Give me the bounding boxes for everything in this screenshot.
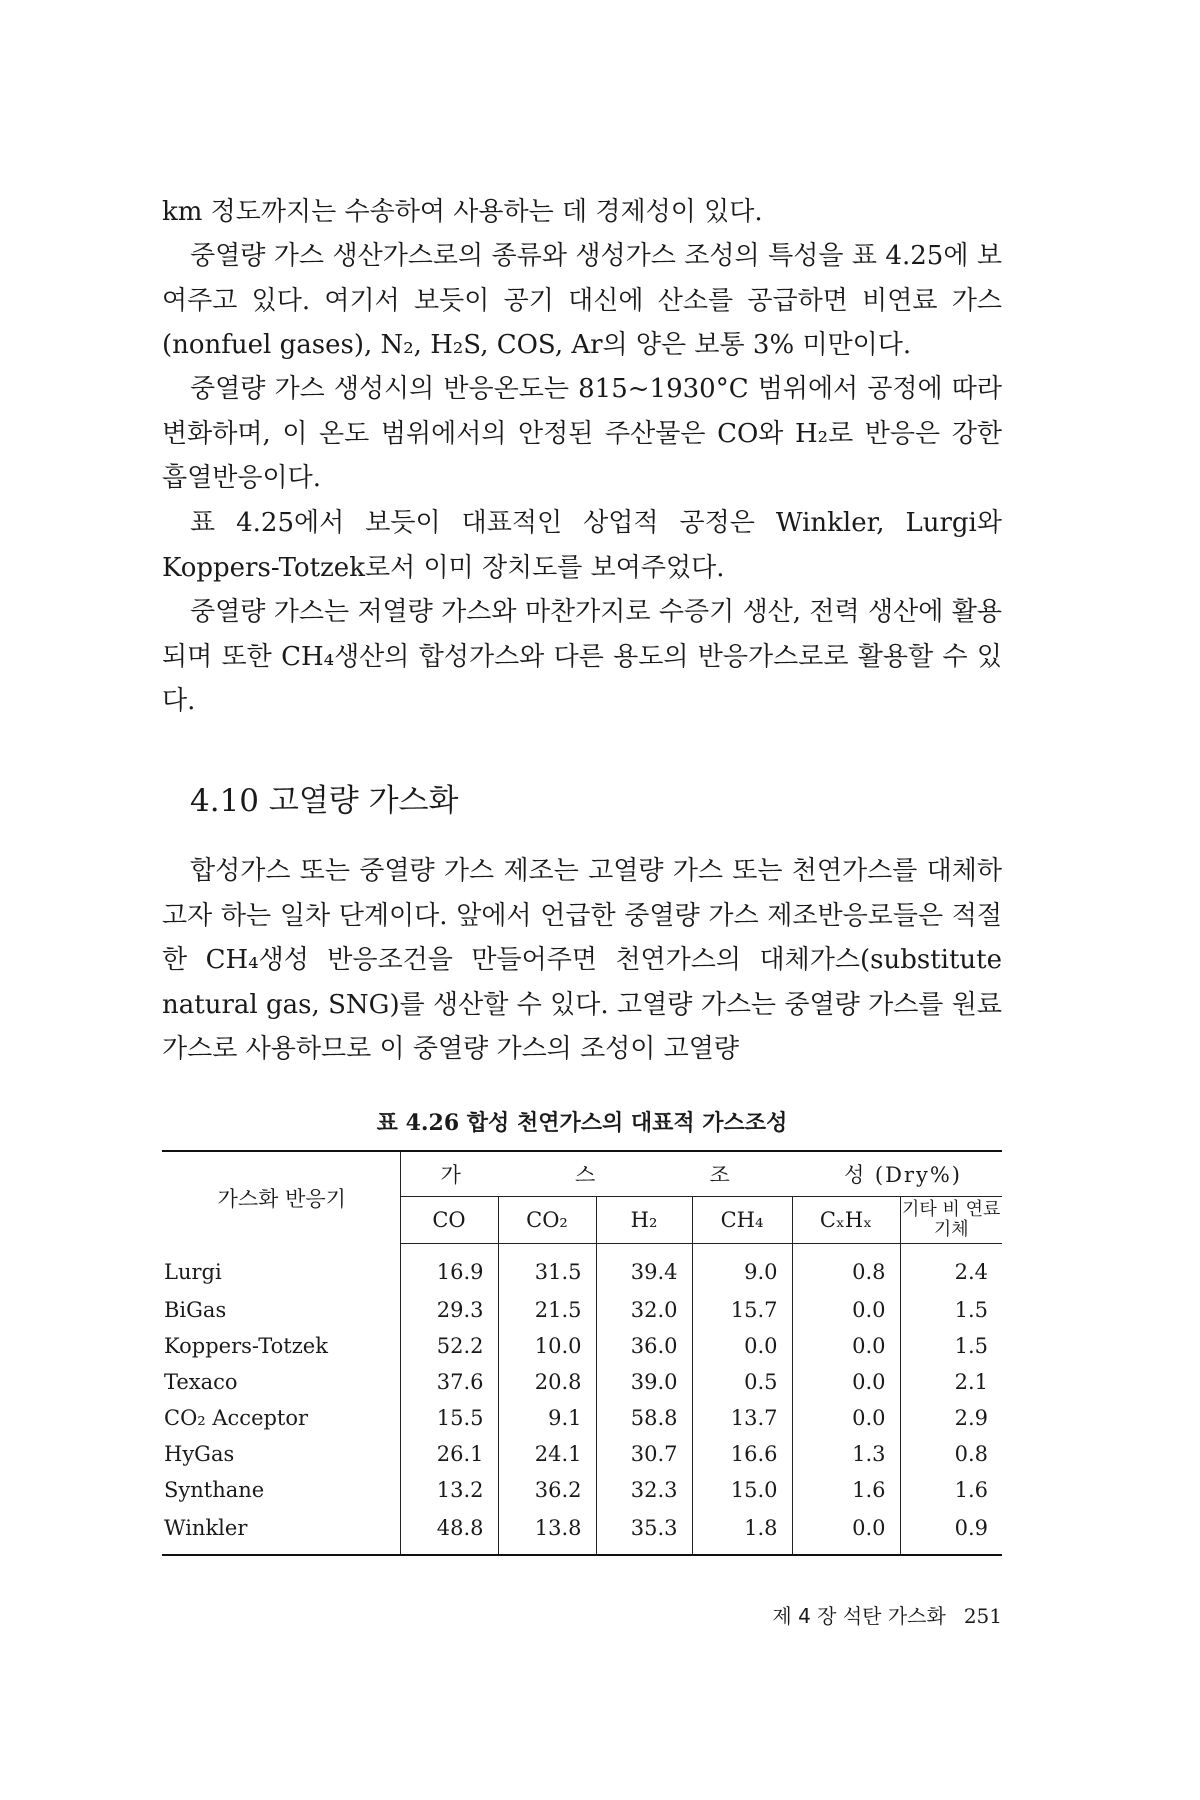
column-header: 기타 비 연료기체 (900, 1197, 1002, 1244)
table-cell: 13.2 (400, 1472, 498, 1508)
column-header: CₓHₓ (792, 1197, 900, 1244)
table-cell: 48.8 (400, 1508, 498, 1555)
table-cell: 1.6 (900, 1472, 1002, 1508)
table-cell: 36.2 (498, 1472, 596, 1508)
table-row (162, 1436, 1002, 1472)
table-cell: 39.4 (596, 1244, 692, 1293)
table-cell: 32.3 (596, 1472, 692, 1508)
table-cell: 32.0 (596, 1292, 692, 1328)
table-cell: 0.8 (792, 1244, 900, 1293)
section-heading: 4.10 고열량 가스화 (190, 783, 459, 819)
column-header: CH₄ (692, 1197, 792, 1244)
table-body (162, 1244, 1002, 1556)
paragraph-3: 중열량 가스 생성시의 반응온도는 815~1930°C 범위에서 공정에 따라 변화하며, 이 온도 범위에서의 안정된 주산물은 CO와 H₂로 반응은 강한 흡열반응이다. (162, 374, 1002, 493)
reactor-name: Synthane (164, 1478, 265, 1502)
table-cell: 0.5 (692, 1364, 792, 1400)
table-cell: 0.8 (900, 1436, 1002, 1472)
table-cell: 35.3 (596, 1508, 692, 1555)
table-cell: 58.8 (596, 1400, 692, 1436)
paragraph-1: km 정도까지는 수송하여 사용하는 데 경제성이 있다. (162, 197, 763, 227)
table-row (162, 1328, 1002, 1364)
table-cell: 0.0 (692, 1328, 792, 1364)
table-cell: 15.0 (692, 1472, 792, 1508)
table-cell: 16.9 (400, 1244, 498, 1293)
page-footer (772, 1600, 1002, 1629)
reactor-name: Koppers-Totzek (164, 1334, 328, 1358)
table-cell: 2.9 (900, 1400, 1002, 1436)
chapter-title: 제 4 장 석탄 가스화 (772, 1604, 946, 1628)
table-cell: 52.2 (400, 1328, 498, 1364)
table-cell: 26.1 (400, 1436, 498, 1472)
table-cell: 39.0 (596, 1364, 692, 1400)
table-row (162, 1244, 1002, 1293)
row-header: 가스화 반응기 (162, 1151, 400, 1244)
group-header-part: 성 (Dry%) (843, 1163, 962, 1187)
reactor-name: Winkler (162, 1508, 400, 1555)
table-cell: 21.5 (498, 1292, 596, 1328)
paragraph-2: 중열량 가스 생산가스로의 종류와 생성가스 조성의 특성을 표 4.25에 보여주고 있다. 여기서 보듯이 공기 대신에 산소를 공급하면 비연료 가스(nonfuel gases), N₂, H₂S, COS, Ar의 양은 보통 3% 미만이다. (162, 241, 1002, 360)
table-cell: 16.6 (692, 1436, 792, 1472)
column-header: CO (400, 1197, 498, 1244)
paragraph-4: 표 4.25에서 보듯이 대표적인 상업적 공정은 Winkler, Lurgi와 Koppers-Totzek로서 이미 장치도를 보여주었다. (162, 508, 1002, 583)
group-header-part: 가 (440, 1163, 463, 1187)
table-cell: 1.6 (792, 1472, 900, 1508)
table-cell: 0.9 (900, 1508, 1002, 1555)
table-cell: 15.7 (692, 1292, 792, 1328)
group-header-part: 조 (709, 1163, 732, 1187)
table-cell: 24.1 (498, 1436, 596, 1472)
page-number: 251 (963, 1604, 1002, 1628)
reactor-name: CO₂ Acceptor (164, 1406, 309, 1430)
table-row (162, 1364, 1002, 1400)
gas-composition-table (162, 1150, 1002, 1556)
table-cell: 13.7 (692, 1400, 792, 1436)
table-cell: 2.1 (900, 1364, 1002, 1400)
reactor-name: Lurgi (164, 1259, 222, 1284)
group-header (400, 1151, 1002, 1197)
paragraph-5: 중열량 가스는 저열량 가스와 마찬가지로 수증기 생산, 전력 생산에 활용되며 또한 CH₄생산의 합성가스와 다른 용도의 반응가스로로 활용할 수 있다. (162, 597, 1002, 716)
column-header: CO₂ (498, 1197, 596, 1244)
table-cell: 9.1 (498, 1400, 596, 1436)
table-cell: 1.5 (900, 1328, 1002, 1364)
reactor-name: Texaco (164, 1370, 238, 1394)
table-row (162, 1472, 1002, 1508)
table-cell: 1.3 (792, 1436, 900, 1472)
table-row (162, 1400, 1002, 1436)
table-cell: 2.4 (900, 1244, 1002, 1293)
table-cell: 31.5 (498, 1244, 596, 1293)
table-cell: 15.5 (400, 1400, 498, 1436)
table-cell: 20.8 (498, 1364, 596, 1400)
table-cell: 30.7 (596, 1436, 692, 1472)
table-cell: 13.8 (498, 1508, 596, 1555)
composition-table (162, 1150, 1002, 1556)
table-cell: 36.0 (596, 1328, 692, 1364)
table-cell: 29.3 (400, 1292, 498, 1328)
table-cell: 1.8 (692, 1508, 792, 1555)
table-cell: 10.0 (498, 1328, 596, 1364)
paragraph-6: 합성가스 또는 중열량 가스 제조는 고열량 가스 또는 천연가스를 대체하고자 하는 일차 단계이다. 앞에서 언급한 중열량 가스 제조반응로들은 적절한 CH₄생성 반응조건을 만들어주면 천연가스의 대체가스(substitute natural gas, SNG)를 생산할 수 있다. 고열량 가스는 중열량 가스를 원료 가스로 사용하므로 이 중열량 가스의 조성이 고열량 (162, 856, 1002, 1064)
table-cell: 0.0 (792, 1364, 900, 1400)
table-cell: 0.0 (792, 1292, 900, 1328)
table-cell: 0.0 (792, 1508, 900, 1555)
reactor-name: BiGas (164, 1298, 227, 1322)
column-header: H₂ (596, 1197, 692, 1244)
table-cell: 9.0 (692, 1244, 792, 1293)
table-cell: 1.5 (900, 1292, 1002, 1328)
table-cell: 0.0 (792, 1400, 900, 1436)
reactor-name: HyGas (164, 1442, 235, 1466)
table-row (162, 1292, 1002, 1328)
group-header-part: 스 (574, 1163, 598, 1187)
table-cell: 0.0 (792, 1328, 900, 1364)
table-caption: 표 4.26 합성 천연가스의 대표적 가스조성 (376, 1110, 788, 1136)
table-row (162, 1508, 1002, 1555)
table-cell: 37.6 (400, 1364, 498, 1400)
